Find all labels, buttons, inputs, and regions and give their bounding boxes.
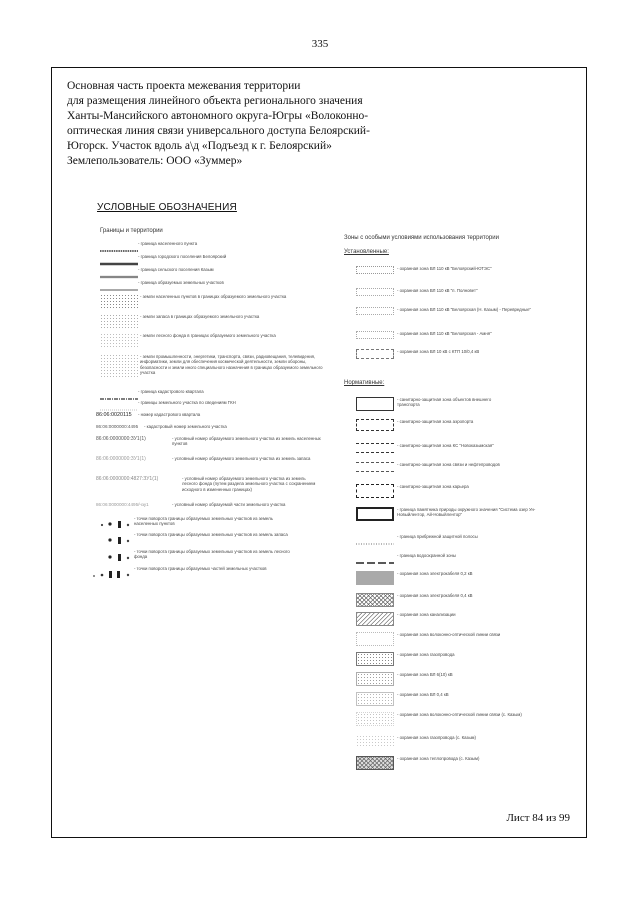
legend-label: - земли населенных пунктов в границах образуемого земельного участка (140, 294, 287, 299)
legend-label: - санитарно-защитная зона связи и нефтепроводов (397, 462, 500, 467)
legend-item (356, 443, 566, 453)
legend-item (100, 280, 330, 286)
legend-label: - охранная зона электрокабеля 0,4 кВ (397, 593, 473, 598)
legend-label: - граница населенного пункта (138, 241, 198, 246)
legend-label: - граница городского поселения Белоярский (138, 254, 227, 259)
legend-label: - граница водоохранной зоны (397, 553, 456, 558)
legend-item (356, 331, 566, 339)
legend-title: УСЛОВНЫЕ ОБОЗНАЧЕНИЯ (97, 202, 237, 213)
legend-item (356, 593, 566, 607)
legend-label: - точки поворота границы образуемых земельных участков из земель лесного фонда (134, 549, 290, 560)
zone-swatch (356, 553, 394, 559)
zone-swatch (356, 419, 394, 431)
legend-label: - охранная зона газопровода (с. Казым) (397, 735, 476, 740)
legend-item (356, 672, 566, 686)
legend-item (356, 462, 566, 472)
legend-label: - охранная зона газопровода (397, 652, 455, 657)
zone-swatch (356, 397, 394, 411)
zone-swatch (356, 443, 394, 453)
header-line: Югорск. Участок вдоль а\д «Подъезд к г. Белоярский» (67, 140, 332, 152)
settlement-boundary-symbol (100, 241, 138, 247)
legend-item (100, 267, 330, 273)
legend-label: - условный номер образуемого земельного участка из земель запаса (172, 456, 311, 461)
turning-points-parts-symbol (90, 566, 134, 576)
header-line: Основная часть проекта межевания территории (67, 80, 301, 92)
legend-item (356, 652, 566, 666)
legend-label: - охранная зона волоконно-оптической линии связи (397, 632, 501, 637)
legend-label: - границы земельного участка по сведениям ГКН (138, 400, 236, 405)
legend-item (96, 516, 336, 527)
legend-label: - граница сельского поселения Казым (138, 267, 214, 272)
legend-label: - охранная зона ВЛ 6(10) кВ (397, 672, 453, 677)
legend-label: - охранная зона волоконно-оптической линии связи (с. Казым) (397, 712, 522, 717)
legend-item (356, 692, 566, 706)
legend-item (100, 241, 330, 247)
legend-label: - охранная зона канализации (397, 612, 456, 617)
legend-item (100, 314, 330, 329)
legend-label: - точки поворота границы образуемых земельных участков из земель запаса (134, 532, 288, 537)
legend-item (356, 507, 566, 521)
legend-item (96, 532, 336, 542)
legend-item (96, 549, 336, 560)
zone-swatch (356, 307, 394, 315)
turning-points-reserve-symbol (96, 532, 134, 542)
zone-swatch (356, 507, 394, 521)
left-heading: Границы и территории (100, 228, 163, 234)
legend-code-item (96, 424, 336, 429)
rural-settlement-boundary-symbol (100, 267, 138, 273)
zone-swatch (356, 288, 394, 296)
legend-label: - охранная зона ВЛ 110 кВ "Белоярская (Н. Казым) - Перевредные" (397, 307, 532, 312)
legend-label: - санитарно-защитная зона карьера (397, 484, 469, 489)
zone-swatch (356, 735, 394, 747)
legend-item (356, 756, 566, 770)
legend-label: - условный номер образуемого земельного участка из земель населенных пунктов (172, 436, 321, 447)
zone-swatch (356, 712, 394, 726)
cadastral-quarter-boundary-symbol (100, 389, 138, 395)
legend-label: - охранная зона ВЛ 110 кВ "Белоярская - Амня" (397, 331, 492, 336)
legend-label: - санитарно-защитная зона КС "Новоказымская" (397, 443, 494, 448)
right-heading: Зоны с особыми условиями использования территории (344, 235, 499, 241)
reserve-lands-swatch (100, 314, 138, 329)
page-number: 335 (311, 38, 329, 50)
industrial-lands-swatch (100, 354, 138, 378)
turning-points-forest-symbol (96, 549, 134, 559)
legend-code-item (96, 476, 336, 492)
legend-label: - номер кадастрового квартала (138, 412, 201, 417)
gkn-parcel-boundary-symbol (100, 400, 138, 406)
legend-label: - охранная зона теплопровода (с. Казым) (397, 756, 480, 761)
zone-swatch (356, 484, 394, 498)
sheet-number: Лист 84 из 99 (506, 812, 570, 824)
legend-label: - охранная зона электрокабеля 0,2 кВ (397, 571, 473, 576)
header-line: оптическая линия связи универсального доступа Белоярский- (67, 125, 370, 137)
legend-label: - санитарно-защитная зона аэропорта (397, 419, 474, 424)
legend-code-item (96, 436, 336, 447)
document-header (67, 79, 377, 169)
legend-item (356, 612, 566, 626)
legend-item (356, 534, 566, 540)
zone-swatch (356, 571, 394, 585)
zone-swatch (356, 652, 394, 666)
legend-code-item (96, 502, 336, 507)
zone-swatch (356, 534, 394, 540)
legend-label: - охранная зона ВЛ 0,4 кВ (397, 692, 449, 697)
legend-label: - условный номер образуемого земельного участка из земель лесного фонда (путем раздела земельного участка с сохранением исходного в измененных границах) (182, 476, 316, 492)
legend-item (356, 735, 566, 747)
header-line: Ханты-Мансийского автономного округа-Югры «Волоконно- (67, 110, 369, 122)
zone-swatch (356, 266, 394, 274)
legend-item (356, 288, 566, 296)
legend-label: - граница памятника природы окружного значения "Система озер Ун-Новыйлентор, Ай-Новыйлентор" (397, 507, 536, 518)
header-line: Землепользователь: ООО «Зуммер» (67, 155, 243, 167)
legend-label: - граница кадастрового квартала (138, 389, 204, 394)
legend-item (356, 307, 566, 315)
normative-label: Нормативные: (344, 380, 385, 386)
legend-item (356, 266, 566, 274)
zone-swatch (356, 692, 394, 706)
legend-item (100, 333, 330, 348)
legend-label: - санитарно-защитная зона объектов внешнего транспорта (397, 397, 492, 408)
zone-swatch (356, 349, 394, 359)
zone-swatch (356, 672, 394, 686)
zone-swatch (356, 331, 394, 339)
legend-item (356, 553, 566, 559)
legend-item (356, 571, 566, 585)
legend-label: - граница прибрежной защитной полосы (397, 534, 478, 539)
legend-item (100, 254, 330, 260)
forest-lands-swatch (100, 333, 138, 348)
turning-points-settlement-symbol (96, 516, 134, 526)
legend-label: - точки поворота границы образуемых частей земельных участков (134, 566, 267, 571)
legend-code: 86:06:0000000:ЗУ1(1) (96, 436, 146, 442)
legend-label: - условный номер образуемой части земельного участка (172, 502, 286, 507)
legend-item (100, 389, 330, 395)
legend-label: - кадастровый номер земельного участка (144, 424, 227, 429)
legend-item (356, 484, 566, 498)
legend-label: - земли запаса в границах образуемого земельного участка (140, 314, 260, 319)
legend-code: 86:06:0000000:ЗУ1(1) (96, 456, 146, 462)
urban-settlement-boundary-symbol (100, 254, 138, 260)
legend-label: - земли лесного фонда в границах образуемого земельного участка (140, 333, 276, 338)
legend-label: - граница образуемых земельных участков (138, 280, 224, 285)
legend-item (100, 294, 330, 309)
legend-label: - охранная зона ВЛ 10 кВ с КТП 10/0,4 кВ (397, 349, 480, 354)
legend-label: - точки поворота границы образуемых земельных участков из земель населенных пунктов (134, 516, 273, 527)
zone-swatch (356, 612, 394, 626)
legend-label: - охранная зона ВЛ 110 кВ "Белоярский-ЮТЭС" (397, 266, 492, 271)
legend-item (356, 397, 566, 411)
legend-item (90, 566, 336, 576)
legend-item (356, 349, 566, 359)
zone-swatch (356, 462, 394, 472)
header-line: для размещения линейного объекта регионального значения (67, 95, 363, 107)
legend-item (356, 712, 566, 726)
established-label: Установленные: (344, 249, 389, 255)
legend-item (100, 354, 332, 378)
legend-item (100, 400, 330, 406)
legend-item (356, 632, 566, 646)
legend-label: - земли промышленности, энергетики, транспорта, связи, радиовещания, телевидения, информатики, земли для обеспечения космической деятельности, земли обороны, безопасности и земли иного специального назначения в границах образуемого земельного участка (140, 354, 323, 376)
legend-code: 86:06:0000000:4827:ЗУ1(1) (96, 476, 159, 482)
legend-label: - охранная зона ВЛ 110 кВ "п. Полновет" (397, 288, 478, 293)
legend-code-item (96, 412, 336, 418)
legend-code: 86:06:0000000:4495 (96, 424, 139, 429)
legend-code: 86:06:0020115 (96, 412, 132, 418)
legend-code-item (96, 456, 336, 462)
legend-code: 86:06:0000000:4495/чзу1 (96, 502, 149, 507)
legend-item (356, 419, 566, 431)
settlement-lands-swatch (100, 294, 138, 309)
parcel-boundary-symbol (100, 280, 138, 286)
zone-swatch (356, 632, 394, 646)
zone-swatch (356, 756, 394, 770)
zone-swatch (356, 593, 394, 607)
